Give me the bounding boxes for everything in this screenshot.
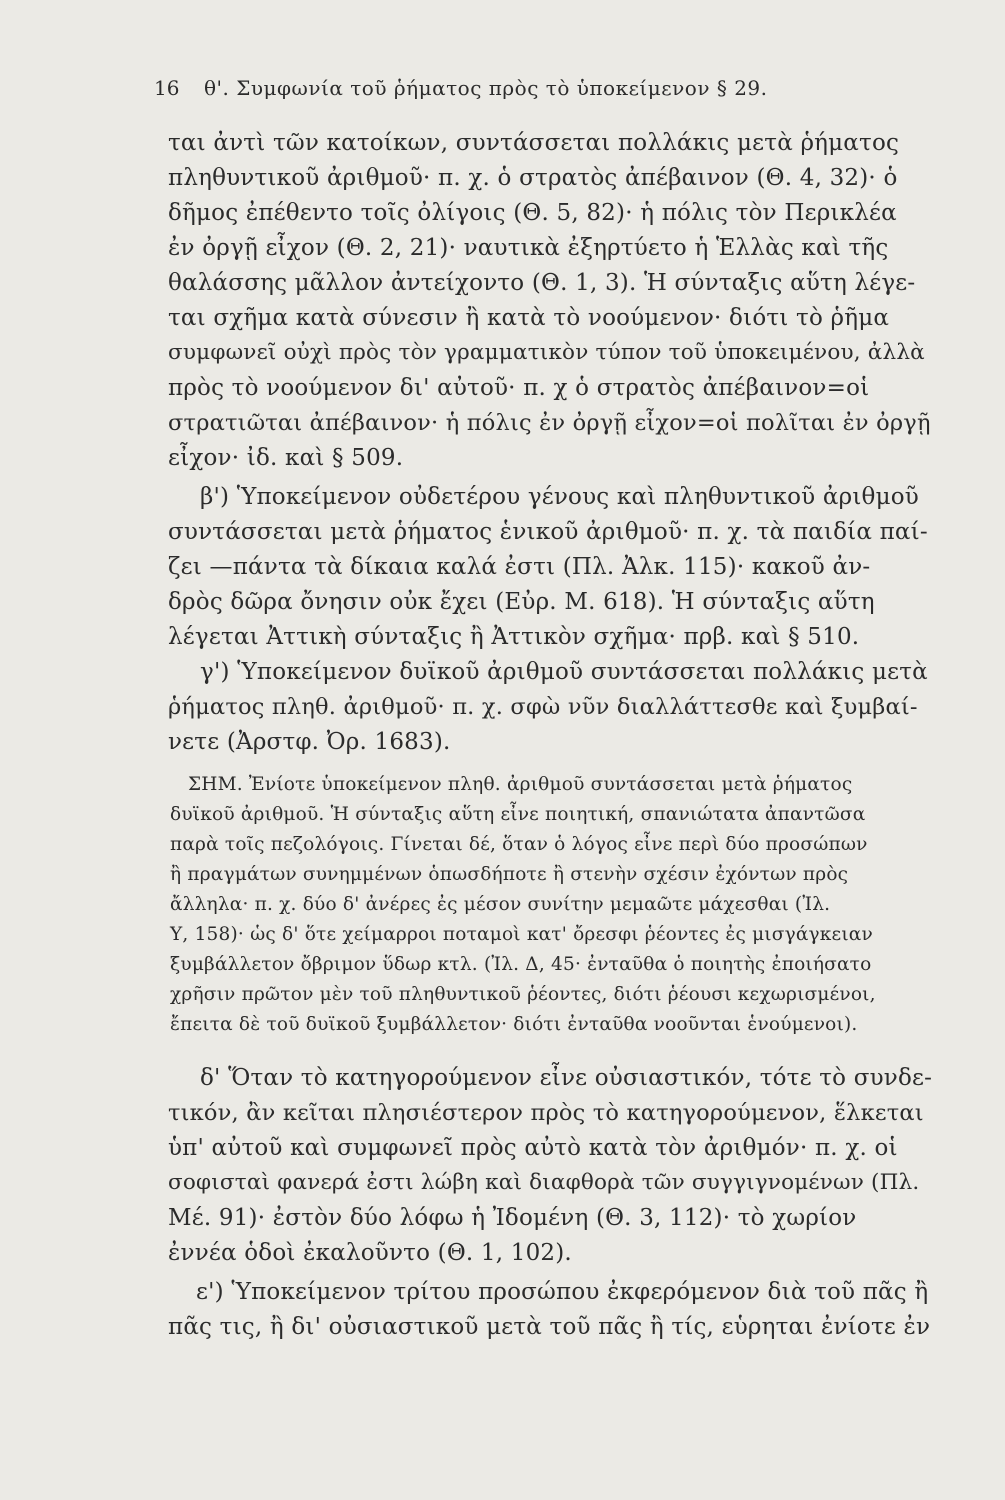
text-line: Μέ. 91)· ἐστὸν δύο λόφω ἡ Ἰδομένη (Θ. 3, 112)· τὸ χωρίον bbox=[168, 1205, 857, 1231]
note-line: ἢ πραγμάτων συνημμένων ὁπωσδήποτε ἢ στενὴν σχέσιν ἐχόντων πρὸς bbox=[170, 864, 849, 885]
note-line: ΣΗΜ. Ἐνίοτε ὑποκείμενον πληθ. ἀριθμοῦ συντάσσεται μετὰ ῥήματος bbox=[188, 774, 853, 795]
note-line: ξυμβάλλετον ὄβριμον ὕδωρ κτλ. (Ἰλ. Δ, 45· ἐνταῦθα ὁ ποιητὴς ἐποιήσατο bbox=[170, 954, 872, 975]
text-line: σοφισταὶ φανερά ἐστι λώβη καὶ διαφθορὰ τῶν συγγιγνομένων (Πλ. bbox=[168, 1170, 920, 1195]
text-line: δῆμος ἐπέθεντο τοῖς ὀλίγοις (Θ. 5, 82)· ἡ πόλις τὸν Περικλέα bbox=[168, 200, 897, 226]
text-line: ζει —πάντα τὰ δίκαια καλά ἐστι (Πλ. Ἀλκ. 115)· κακοῦ ἀν- bbox=[168, 554, 871, 580]
note-line: ἄλληλα· π. χ. δύο δ' ἀνέρες ἐς μέσον συνίτην μεμαῶτε μάχεσθαι (Ἰλ. bbox=[170, 894, 831, 915]
text-line: ται σχῆμα κατὰ σύνεσιν ἢ κατὰ τὸ νοούμενον· διότι τὸ ῥῆμα bbox=[168, 305, 890, 331]
text-line: τικόν, ἂν κεῖται πλησιέστερον πρὸς τὸ κατηγορούμενον, ἕλκεται bbox=[168, 1100, 924, 1126]
text-line: ἐν ὀργῇ εἶχον (Θ. 2, 21)· ναυτικὰ ἐξηρτύετο ἡ Ἑλλὰς καὶ τῆς bbox=[168, 235, 889, 261]
text-line: ε') Ὑποκείμενον τρίτου προσώπου ἐκφερόμενον διὰ τοῦ πᾶς ἢ bbox=[196, 1279, 929, 1305]
note-line: Υ, 158)· ὡς δ' ὅτε χείμαρροι ποταμοὶ κατ' ὄρεσφι ῥέοντες ἐς μισγάγκειαν bbox=[170, 924, 873, 945]
text-line: νετε (Ἀρστφ. Ὀρ. 1683). bbox=[168, 729, 451, 755]
text-line: ἐννέα ὁδοὶ ἐκαλοῦντο (Θ. 1, 102). bbox=[168, 1240, 572, 1266]
text-line: γ') Ὑποκείμενον δυϊκοῦ ἀριθμοῦ συντάσσεται πολλάκις μετὰ bbox=[200, 659, 928, 685]
text-line: δρὸς δῶρα ὄνησιν οὐκ ἔχει (Εὐρ. Μ. 618). Ἡ σύνταξις αὕτη bbox=[168, 589, 875, 615]
note-line: χρῆσιν πρῶτον μὲν τοῦ πληθυντικοῦ ῥέοντες, διότι ῥέουσι κεχωρισμένοι, bbox=[170, 984, 876, 1005]
text-line: συντάσσεται μετὰ ῥήματος ἑνικοῦ ἀριθμοῦ· π. χ. τὰ παιδία παί- bbox=[168, 519, 928, 545]
text-line: πρὸς τὸ νοούμενον δι' αὐτοῦ· π. χ ὁ στρατὸς ἀπέβαινον=οἱ bbox=[168, 375, 870, 401]
text-line: στρατιῶται ἀπέβαινον· ἡ πόλις ἐν ὀργῇ εἶχον=οἱ πολῖται ἐν ὀργῇ bbox=[168, 410, 931, 436]
text-line: β') Ὑποκείμενον οὐδετέρου γένους καὶ πληθυντικοῦ ἀριθμοῦ bbox=[200, 484, 919, 510]
running-title: θ'. Συμφωνία τοῦ ῥήματος πρὸς τὸ ὑποκείμενον § 29. bbox=[204, 76, 768, 100]
text-line: θαλάσσης μᾶλλον ἀντείχοντο (Θ. 1, 3). Ἡ σύνταξις αὕτη λέγε- bbox=[168, 270, 916, 296]
text-line: ται ἀντὶ τῶν κατοίκων, συντάσσεται πολλάκις μετὰ ῥήματος bbox=[168, 130, 900, 156]
text-line: ὑπ' αὐτοῦ καὶ συμφωνεῖ πρὸς αὐτὸ κατὰ τὸν ἀριθμόν· π. χ. οἱ bbox=[168, 1135, 898, 1161]
page-number: 16 bbox=[154, 76, 180, 100]
text-line: εἶχον· ἰδ. καὶ § 509. bbox=[168, 445, 404, 471]
note-line: δυϊκοῦ ἀριθμοῦ. Ἡ σύνταξις αὕτη εἶνε ποιητική, σπανιώτατα ἀπαντῶσα bbox=[170, 804, 866, 825]
note-line: ἔπειτα δὲ τοῦ δυϊκοῦ ξυμβάλλετον· διότι ἐνταῦθα νοοῦνται ἑνούμενοι). bbox=[170, 1014, 858, 1035]
text-line: δ' Ὅταν τὸ κατηγορούμενον εἶνε οὐσιαστικόν, τότε τὸ συνδε- bbox=[200, 1065, 933, 1091]
text-line: συμφωνεῖ οὐχὶ πρὸς τὸν γραμματικὸν τύπον τοῦ ὑποκειμένου, ἀλλὰ bbox=[168, 340, 925, 365]
text-line: πᾶς τις, ἢ δι' οὐσιαστικοῦ μετὰ τοῦ πᾶς ἢ τίς, εὑρηται ἐνίοτε ἐν bbox=[168, 1314, 931, 1340]
text-line: πληθυντικοῦ ἀριθμοῦ· π. χ. ὁ στρατὸς ἀπέβαινον (Θ. 4, 32)· ὁ bbox=[168, 165, 898, 191]
text-line: λέγεται Ἀττικὴ σύνταξις ἢ Ἀττικὸν σχῆμα· πρβ. καὶ § 510. bbox=[168, 624, 860, 650]
text-line: ῥήματος πληθ. ἀριθμοῦ· π. χ. σφὼ νῦν διαλλάττεσθε καὶ ξυμβαί- bbox=[168, 694, 918, 720]
note-line: παρὰ τοῖς πεζολόγοις. Γίνεται δέ, ὅταν ὁ λόγος εἶνε περὶ δύο προσώπων bbox=[170, 834, 868, 855]
